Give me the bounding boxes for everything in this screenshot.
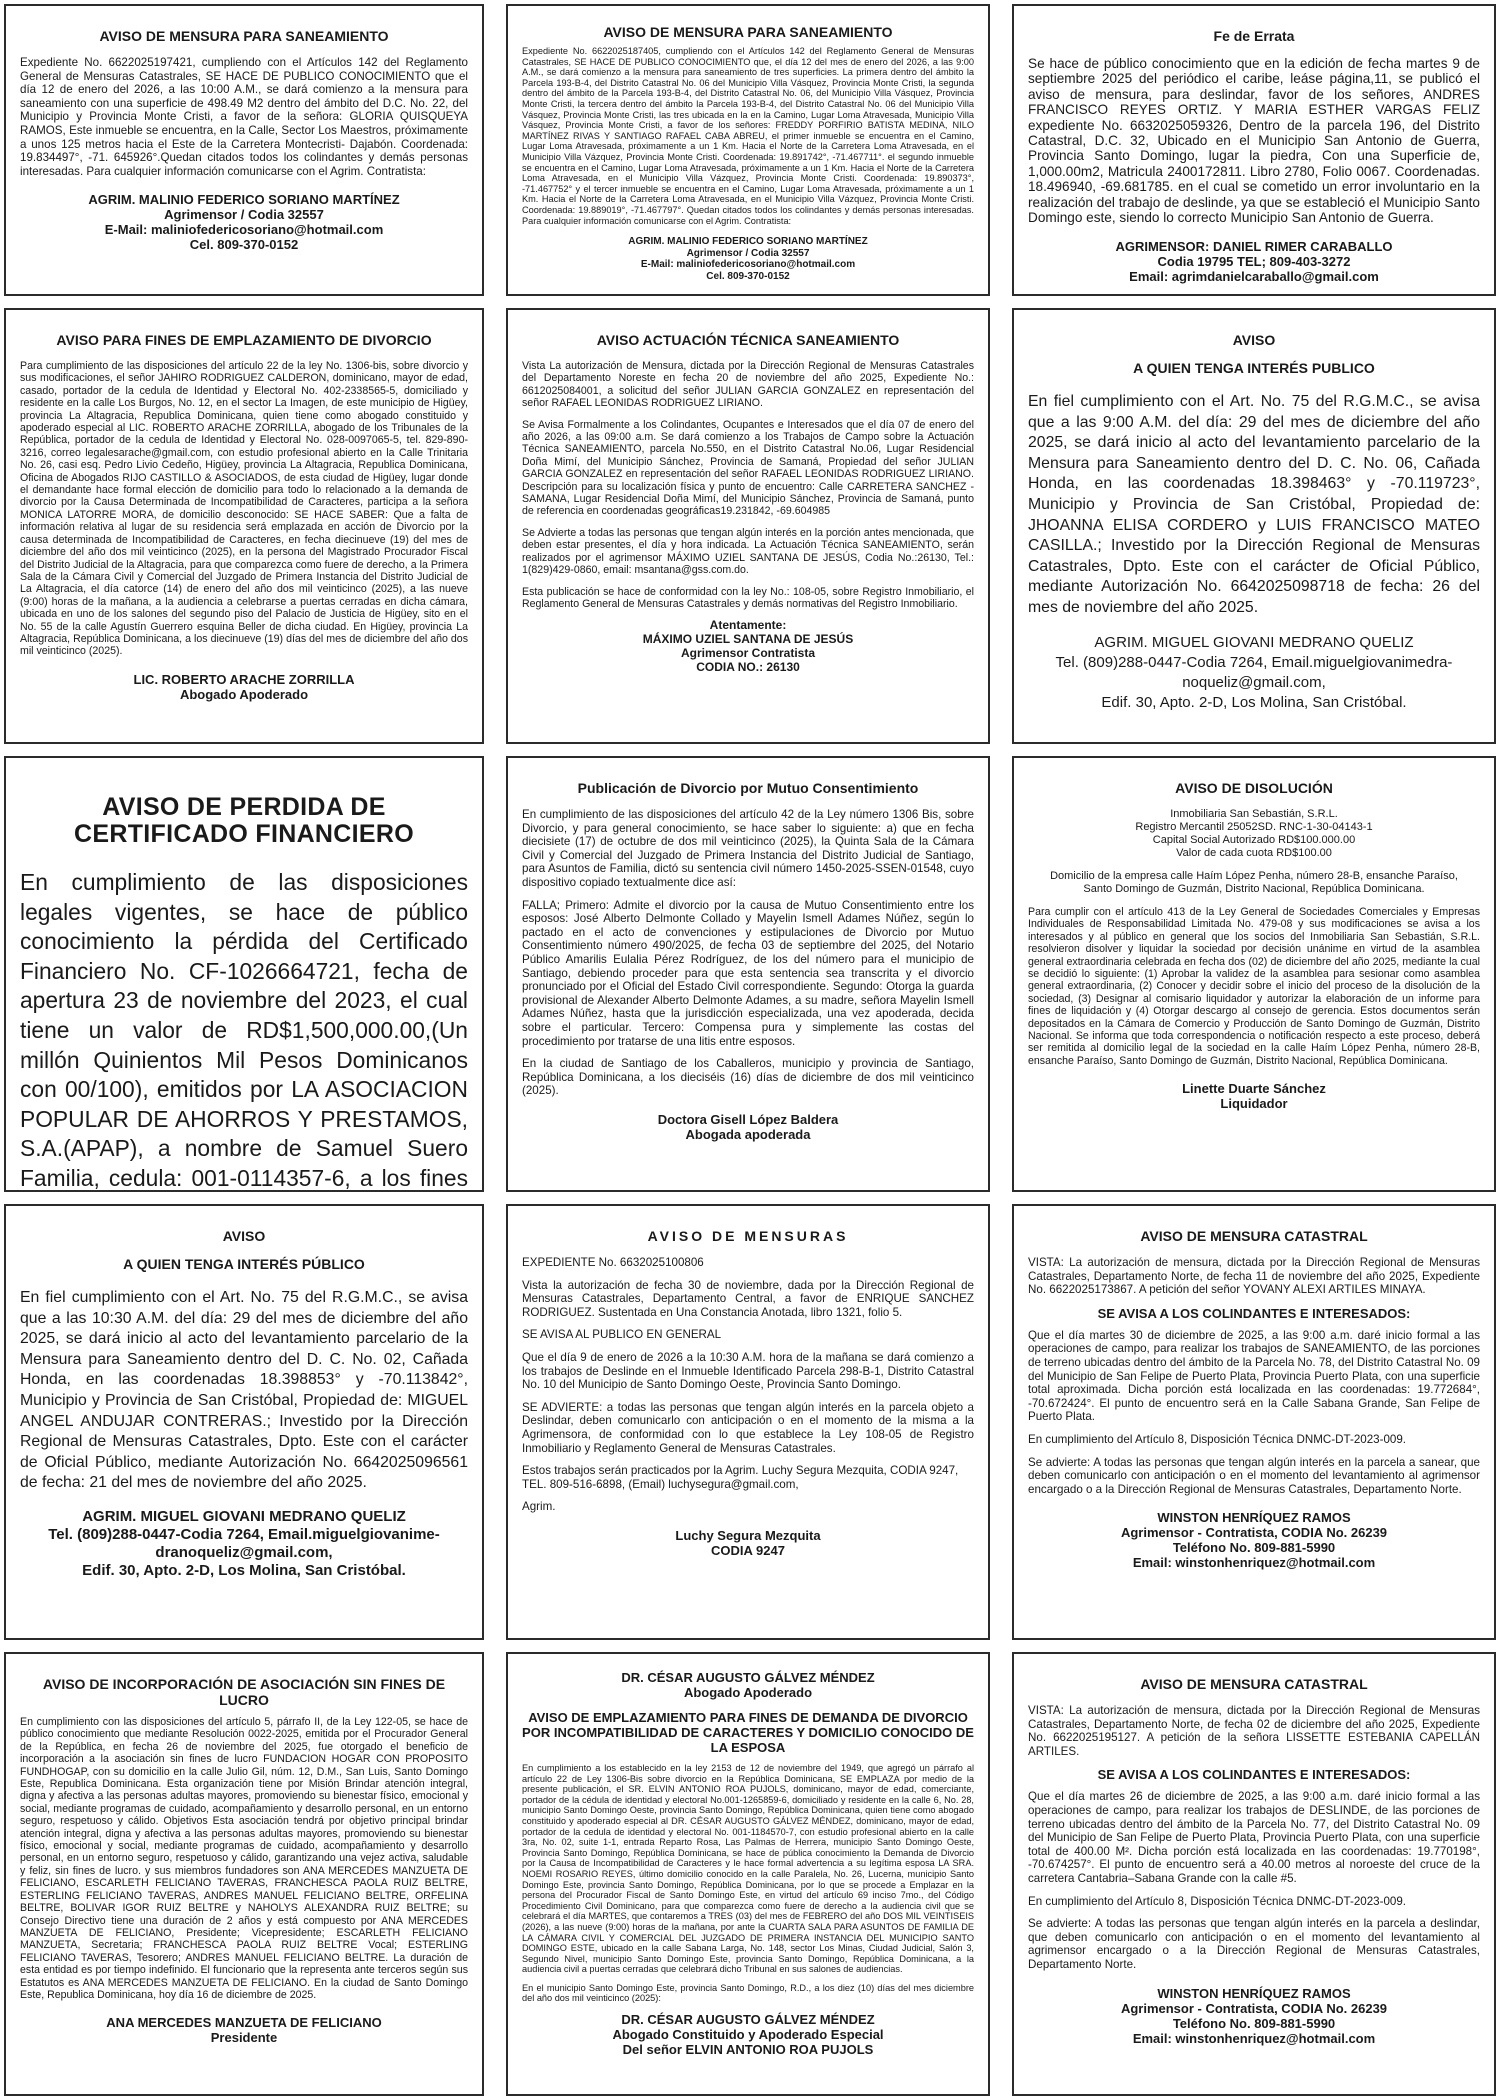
notice-title: Publicación de Divorcio por Mutuo Consentimiento bbox=[577, 780, 919, 796]
notice-paragraph: EXPEDIENTE No. 6632025100806 bbox=[522, 1256, 704, 1269]
signature-name: AGRIMENSOR: DANIEL RIMER CARABALLO bbox=[1115, 239, 1393, 255]
notice-signature bbox=[20, 672, 468, 702]
signature-line: Abogada apoderada bbox=[685, 1126, 811, 1142]
notice-body: Para cumplir con el artículo 413 de la Ley General de Sociedades Comerciales y Empresas Individuales de Responsabilidad Limitada No. 479-08 y sus modificaciones se avisa a los interesados y al público en general que los socios del Inmobiliaria San Sebastián, S.R.L. resolvieron disolver y liquidar la sociedad por decisión unánime en virtud de la asamblea general extraordinaria celebrada en fecha dos (02) de diciembre del año 2025, mediante la cual se decidió lo siguiente: (1) Aprobar la validez de la asamblea para sesionar como asamblea general extraordinaria, (2) Conocer y decidir sobre el inicio del proceso de la disolución de la sociedad, (3) Designar al comisario liquidador y autorizar la elaboración de un informe para fines de liquidación y (4) Otorgar descargo al consejo de gerencia. Estos documentos serán depositados en la Cámara de Comercio y Producción de Santo Domingo de Guzmán, Distrito Nacional. Se informa que toda correspondencia o notificación respecto a este proceso, deberá ser remitida al domicilio legal de la sociedad en la calle Haím López Penha, número 28-B, ensanche Paraíso, Santo Domingo de Guzmán, Distrito Nacional, República Dominicana. bbox=[1028, 906, 1480, 1067]
signature-name: Doctora Gisell López Baldera bbox=[657, 1111, 839, 1127]
notice-mensura-catastral-1 bbox=[1012, 1204, 1496, 1640]
signature-name: ANA MERCEDES MANZUETA DE FELICIANO bbox=[106, 2015, 382, 2031]
notice-title: AVISO DE MENSURA CATASTRAL bbox=[1140, 1676, 1368, 1692]
signature-line: Liquidador bbox=[1220, 1096, 1288, 1112]
signature-line: CODIA 9247 bbox=[711, 1542, 785, 1558]
notice-body: Para cumplimiento de las disposiciones del artículo 22 de la ley No. 1306-bis, sobre divorcio y sus modificaciones, el señor JAHIRO RODRIGUEZ CALDERON, dominicano, mayor de edad, casado, portador de la cedula de Identidad y Electoral No. 402-2338565-5, domiciliado y residente en la calle Los Burgos, No. 12, en el sector La Imagen, de este municipio de Higüey, provincia La Altagracia, Republica Dominicana, quien tiene como abogado constituido y apoderado especial al LIC. ROBERTO ARACHE ZORRILLA, abogado de los Tribunales de la República, portador de la cedula de Identidad y Electoral No. 028-0097065-5, tel. 829-890-3216, correo legalesarache@gmail.com, con estudio profesional abierto en la Calle Trinitaria No. 26, casi esq. Pedro Livio Cedeño, Higüey, provincia La Altagracia, Republica Dominicana, Oficina de Abogados RIJO CASTILLO & ASOCIADOS, de esta ciudad de Higüey, lugar donde el demandante hace formal elección de domicilio para todo lo relacionado a la demanda de divorcio por la Causa Determinada de Incompatibilidad de Caracteres, participa a la señora MONICA LATORRE MORA, de domicilio desconocido: SE HACE SABER: Que a falta de información relativa al lugar de su residencia será emplazada en acción de Divorcio por la causa determinada de Incompatibilidad de Caracteres, en fecha diecinueve (19) del mes de diciembre del año dos mil veinticinco (2025), en la persona del Magistrado Procurador Fiscal del Distrito Judicial de la Altagracia, para que comparezca como fuere de derecho, a la Primera Sala de la Cámara Civil y Comercial del Juzgado de Primera Instancia del Distrito Judicial de La Altagracia, el día catorce (14) de enero del año dos mil veinticinco (2025), a las nueve (9:00) horas de la mañana, a la audiencia a celebrarse a puertas cerradas en dicha cámara, ubicada en uno de los salones del segundo piso del Palacio de Justicia de Higüey, sito en el No. 55 de la calle Agustín Guerrero esquina Beller de dicha ciudad. En Higüey, provincia La Altagracia, República Dominicana, a los diecinueve (19) días del mes de diciembre del año dos mil veinticinco (2025). bbox=[20, 360, 468, 658]
company-name: Inmobiliaria San Sebastián, S.R.L. bbox=[1170, 808, 1338, 820]
notice-subtitle: A QUIEN TENGA INTERÉS PÚBLICO bbox=[123, 1256, 365, 1272]
header-name: DR. CÉSAR AUGUSTO GÁLVEZ MÉNDEZ bbox=[621, 1670, 875, 1685]
notice-signature bbox=[522, 2012, 974, 2057]
signature-name: AGRIM. MALINIO FEDERICO SORIANO MARTÍNEZ bbox=[628, 236, 868, 248]
notice-disolucion bbox=[1012, 756, 1496, 1192]
notice-signature bbox=[1028, 1986, 1480, 2046]
notice-subheading: SE AVISA A LOS COLINDANTES E INTERESADOS: bbox=[1097, 1767, 1411, 1783]
notice-title: AVISO DE MENSURA PARA SANEAMIENTO bbox=[603, 24, 893, 40]
notice-body: En fiel cumplimiento con el Art. No. 75 del R.G.M.C., se avisa que a las 9:00 A.M. del día: 29 del mes de diciembre del año 2025, se dará inicio al acto del levantamiento parcelario de la Mensura para Saneamiento dentro del D. C. No. 06, Cañada Honda, en las coordenadas 18.398463° y -70.119723°, Municipio y Provincia de San Cristóbal, Propiedad de: JHOANNA ELISA CORDERO y LUIS FRANCISCO MATEO CASILLA.; Investido por la Dirección Regional de Mensuras Catastrales, Dpto. Este con el carácter de Oficial Público, mediante Autorización No. 6642025098718 de fecha: 26 del mes de noviembre del año 2025. bbox=[1028, 393, 1480, 616]
notice-fe-de-errata bbox=[1012, 4, 1496, 296]
notice-mensura-saneamiento-2 bbox=[506, 4, 990, 296]
notice-body: En cumplimiento de las disposiciones legales vigentes, se hace de público conocimiento la pérdida del Certificado Financiero No. CF-1026664721, fecha de apertura 23 de noviembre del 2023, el cual tiene un valor de RD$1,500,000.00,(Un millón Quinientos Mil Pesos Dominicanos con 00/100), emitidos por LA ASOCIACION POPULAR DE AHORROS Y PRESTAMOS, S.A.(APAP), a nombre de Samuel Suero Familia, cedula: 001-0114357-6, a los fines bbox=[20, 869, 468, 1191]
signature-line: Codia 19795 TEL; 809-403-3272 bbox=[1157, 254, 1351, 270]
notice-mensuras bbox=[506, 1204, 990, 1640]
company-registry: Registro Mercantil 25052SD. RNC-1-30-04143-1 bbox=[1135, 821, 1373, 833]
notice-paragraph: En cumplimiento de las disposiciones del artículo 42 de la Ley número 1306 Bis, sobre Divorcio, y para general conocimiento, se hace saber lo siguiente: a) que en fecha diecisiete (17) de octubre de dos mil veinticinco (2025), la Quinta Sala de la Cámara Civil y Comercial del Juzgado de Primera Instancia del Distrito Judicial de Santiago, para Asuntos de Familia, dictó su sentencia civil número 1450-2025-SSEN-01548, cuyo dispositivo copiado textualmente dice así: bbox=[522, 808, 974, 889]
signature-line: Agrimensor - Contratista, CODIA No. 26239 bbox=[1120, 2000, 1388, 2016]
notice-paragraph: Estos trabajos serán practicados por la Agrim. Luchy Segura Mezquita, CODIA 9247, bbox=[522, 1464, 959, 1478]
signature-name: DR. CÉSAR AUGUSTO GÁLVEZ MÉNDEZ bbox=[621, 2012, 875, 2028]
notice-interes-publico-1 bbox=[1012, 308, 1496, 744]
notice-title: AVISO PARA FINES DE EMPLAZAMIENTO DE DIVORCIO bbox=[56, 332, 432, 348]
notice-title: AVISO DE EMPLAZAMIENTO PARA FINES DE DEMANDA DE DIVORCIO POR INCOMPATIBILIDAD DE CARACTERES Y DOMICILIO CONOCIDO DE LA ESPOSA bbox=[522, 1710, 974, 1755]
notice-interes-publico-2 bbox=[4, 1204, 484, 1640]
notice-title: Fe de Errata bbox=[1213, 28, 1295, 44]
notice-signature bbox=[20, 192, 468, 252]
notice-title: AVISO DE INCORPORACIÓN DE ASOCIACIÓN SIN FINES DE LUCRO bbox=[42, 1676, 446, 1708]
notice-title: AVISO bbox=[1232, 332, 1276, 348]
signature-phone: Cel. 809-370-0152 bbox=[706, 270, 790, 282]
notice-signature bbox=[522, 618, 974, 674]
notice-paragraph: SE AVISA AL PUBLICO EN GENERAL bbox=[522, 1328, 722, 1342]
signature-name: Linette Duarte Sánchez bbox=[1182, 1081, 1326, 1097]
signature-name: Luchy Segura Mezquita bbox=[675, 1527, 821, 1543]
notice-body: Se hace de público conocimiento que en la edición de fecha martes 9 de septiembre 2025 del periódico el caribe, leáse página,11, se publicó el aviso de mensura, para deslindar, favor de los señores, ANDRES FRANCISCO REYES ORTIZ. Y MARIA ESTHER VARGAS FELIZ expediente No. 6632025059326, Dentro de la parcela 196, del Distrito Catastral, D.C. 32, Ubicado en el Municipio San Antonio de Guerra, Provincia Santo Domingo, lugar la piedra, Con una Superficie de, 1,000.00m2, Matricula 2400172811. Libro 2780, Folio 0067. Coordenadas. 18.496940, -69.681785. en el cual se cometido un error involuntario en la realización del trabajo de deslinde, ya que se estableció el Municipio Santo Domingo este, siendo lo correcto Municipio San Antonio de Guerra. bbox=[1028, 56, 1480, 226]
signature-name: AGRIM. MALINIO FEDERICO SORIANO MARTÍNEZ bbox=[88, 192, 400, 208]
signature-line: Tel. (809)288-0447-Codia 7264, Email.miguelgiovanime- bbox=[48, 1525, 440, 1543]
notice-paragraph: Agrim. bbox=[522, 1500, 556, 1514]
notice-paragraph: Esta publicación se hace de conformidad con la ley No.: 108-05, sobre Registro Inmobiliario, el Reglamento General de Mensuras Catastrales y demás normativas del Registro Inmobiliario. bbox=[522, 585, 974, 610]
notice-paragraph: SE ADVIERTE: a todas las personas que tengan algún interés en la parcela objeto a Deslindar, deben comunicarlo con anticipación o en el momento de la misma a la Agrimensora, de conformidad con lo que establece la Ley 108-05 de Registro Inmobiliario y Reglamento General de Mensuras Catastrales. bbox=[522, 1400, 974, 1455]
notice-header bbox=[522, 1670, 974, 1700]
notice-signature bbox=[20, 2015, 468, 2045]
signature-line: Agrimensor - Contratista, CODIA No. 26239 bbox=[1120, 1525, 1388, 1541]
notice-title: AVISO ACTUACIÓN TÉCNICA SANEAMIENTO bbox=[596, 332, 900, 348]
signature-email: E-Mail: maliniofedericosoriano@hotmail.com bbox=[640, 259, 856, 271]
signature-email: Email: winstonhenriquez@hotmail.com bbox=[1132, 1555, 1376, 1571]
signature-name: WINSTON HENRÍQUEZ RAMOS bbox=[1157, 1985, 1351, 2001]
notice-paragraph: VISTA: La autorización de mensura, dictada por la Dirección Regional de Mensuras Catastrales, Departamento Norte, de fecha 11 de noviembre del año 2025, Expediente No. 6622025173867. A petición del señor YOVANY ALEXI ARTILES MINAYA. bbox=[1028, 1256, 1480, 1297]
notice-perdida-certificado bbox=[4, 756, 484, 1192]
notice-paragraph: Que el día 9 de enero de 2026 a la 10:30 A.M. hora de la mañana se dará comienzo a los trabajos de Deslinde en el Inmueble Identificado Parcela 298-B-1, Distrito Catastral No. 10 del Municipio de Santo Domingo Oeste, Provincia Santo Domingo. bbox=[522, 1350, 974, 1392]
signature-line: dranoqueliz@gmail.com, bbox=[155, 1543, 333, 1561]
notice-signature bbox=[1028, 1510, 1480, 1570]
notice-paragraph: Que el día martes 26 de diciembre de 2025, a las 9:00 a.m. daré inicio formal a las operaciones de campo, para realizar los trabajos de DESLINDE, de las porciones de terreno ubicadas dentro del ámbito de la Parcela No. 77, del Distrito Catastral No. 09 del Municipio de San Felipe de Puerto Plata, Provincia Puerto Plata, con una superficie total de 400.00 M². Dicha porción está localizada en las coordenadas: 19.770198°, -70.674257°. El punto de encuentro será a 40.00 metros al noroeste del cruce de la carretera Cantabria–Sabana Grande con la calle #5. bbox=[1028, 1790, 1480, 1885]
notice-title: AVISO DE MENSURAS bbox=[647, 1228, 849, 1244]
notice-paragraph: Vista la autorización de fecha 30 de noviembre, dada por la Dirección Regional de Mensuras Catastrales, Departamento Central, a favor de ENRIQUE SANCHEZ RODRIGUEZ. Sustentada en Una Constancia Anotada, libro 1321, folio 5. bbox=[522, 1278, 974, 1319]
notice-title: AVISO DE MENSURA CATASTRAL bbox=[1140, 1228, 1368, 1244]
notice-subtitle: A QUIEN TENGA INTERÉS PUBLICO bbox=[1133, 360, 1375, 376]
company-header bbox=[1028, 808, 1480, 860]
signature-line: Agrimensor / Codia 32557 bbox=[164, 207, 324, 223]
notice-title: AVISO DE DISOLUCIÓN bbox=[1175, 780, 1333, 796]
company-capital: Capital Social Autorizado RD$100.000.00 bbox=[1152, 834, 1356, 846]
signature-address: Edif. 30, Apto. 2-D, Los Molina, San Cristóbal. bbox=[82, 1561, 406, 1579]
notice-paragraph: Se advierte: A todas las personas que tengan algún interés en la parcela a deslindar, que deben comunicarlo con anticipación o en el momento del levantamiento al agrimensor encargado o a la Dirección Regional de Mensuras Catastrales, Departamento Norte. bbox=[1028, 1917, 1480, 1971]
notice-signature bbox=[522, 1528, 974, 1558]
address-line: Domicilio de la empresa calle Haím López Penha, número 28-B, ensanche Paraíso, bbox=[1050, 870, 1458, 882]
signature-email: E-Mail: maliniofedericosoriano@hotmail.com bbox=[104, 222, 384, 238]
signature-line: noqueliz@gmail.com, bbox=[1182, 673, 1326, 691]
signature-address: Edif. 30, Apto. 2-D, Los Molina, San Cristóbal. bbox=[1101, 693, 1407, 711]
notice-paragraph: En el municipio Santo Domingo Este, provincia Santo Domingo, R.D., a los diez (10) días del mes diciembre del año dos mil veinticinco (2025): bbox=[522, 1982, 974, 2004]
signature-line: Abogado Constituido y Apoderado Especial bbox=[612, 2027, 884, 2043]
notice-body: Expediente No. 6622025197421, cumpliendo con el Artículos 142 del Reglamento General de Mensuras Catastrales, SE HACE DE PUBLICO CONOCIMIENTO que el día 12 de enero del 2026, a las 10:00 A.M., se dará comienzo a la mensura para saneamiento con una superficie de 498.49 M2 dentro del ámbito del D.C. No. 22, del Municipio y Provincia Monte Cristi, a favor de la señora: GLORIA QUISQUEYA RAMOS, Este inmueble se encuentra, en la Calle, Sector Los Maestros, próximamente a unos 125 metros hacia el Este de la Carretera Montecristi- Dajabón. Coordenada: 19.834497°, -71. 645926°.Quedan citados todos los colindantes y demás personas interesadas. Para cualquier información comunicarse con el Agrim. Contratista: bbox=[20, 56, 468, 178]
notice-subheading: SE AVISA A LOS COLINDANTES E INTERESADOS: bbox=[1097, 1305, 1411, 1321]
notice-signature bbox=[522, 1112, 974, 1142]
notice-incorporacion-asociacion bbox=[4, 1652, 484, 2096]
notice-paragraph: En cumplimiento del Artículo 8, Disposición Técnica DNMC-DT-2023-009. bbox=[1028, 1894, 1407, 1908]
notice-paragraph: Se Advierte a todas las personas que tengan algún interés en la porción antes mencionada, que deben estar presentes, el día y hora indicada. La Actuación Técnica SANEAMIENTO, serán realizados por el agrimensor MÁXIMO UZIEL SANTANA DE JESÚS, Codia No.:26130, Tel.: 1(829)429-0860, email: msantana@gss.com.do. bbox=[522, 526, 974, 577]
notice-actuacion-tecnica bbox=[506, 308, 990, 744]
signature-line: Abogado Apoderado bbox=[179, 686, 309, 702]
notice-paragraph: Se advierte: A todas las personas que tengan algún interés en la parcela a sanear, que deben comunicarlo con anticipación o en el momento del levantamiento al agrimensor encargado o a la Dirección Regional de Mensuras Catastrales, Departamento Norte. bbox=[1028, 1455, 1480, 1496]
notice-paragraph: VISTA: La autorización de mensura, dictada por la Dirección Regional de Mensuras Catastrales, Departamento Norte, de fecha 02 de diciembre del año 2025, Expediente No. 6622025195127. A petición de la señora LISSETTE ESTEBANIA CAPELLÁN ARTILES. bbox=[1028, 1704, 1480, 1758]
signature-line: CODIA NO.: 26130 bbox=[696, 660, 800, 675]
notice-divorcio-mutuo bbox=[506, 756, 990, 1192]
address-line: Santo Domingo de Guzmán, Distrito Nacional, República Dominicana. bbox=[1083, 883, 1425, 895]
company-share-value: Valor de cada cuota RD$100.00 bbox=[1176, 847, 1332, 859]
notice-paragraph: TEL. 809-516-6898, (Email) luchysegura@gmail.com, bbox=[522, 1477, 799, 1491]
signature-name: AGRIM. MIGUEL GIOVANI MEDRANO QUELIZ bbox=[82, 1507, 406, 1525]
signature-phone: Teléfono No. 809-881-5990 bbox=[1172, 1540, 1336, 1556]
signature-line: Tel. (809)288-0447-Codia 7264, Email.miguelgiovanimedra- bbox=[1055, 653, 1453, 671]
signature-email: Email: agrimdanielcaraballo@gmail.com bbox=[1129, 269, 1379, 285]
signature-line: Presidente bbox=[210, 2030, 278, 2046]
signature-phone: Cel. 809-370-0152 bbox=[189, 237, 299, 253]
notice-emplazamiento-incompatibilidad bbox=[506, 1652, 990, 2096]
notice-body: En fiel cumplimiento con el Art. No. 75 del R.G.M.C., se avisa que a las 10:30 A.M. del día: 29 del mes de diciembre del año 2025, se dará inicio al acto del levantamiento parcelario de la Mensura para Saneamiento dentro del D. C. No. 02, Cañada Honda, en las coordenadas 18.398853° y -70.113842°, Municipio y Provincia de San Cristóbal, Propiedad de: MIGUEL ANGEL ANDUJAR CONTRERAS.; Investido por la Dirección Regional de Mensuras Catastrales, Dpto. Este con el carácter de Oficial Público, mediante Autorización No. 6642025096561 de fecha: 21 del mes de noviembre del año 2025. bbox=[20, 1289, 468, 1492]
notice-paragraph: Se Avisa Formalmente a los Colindantes, Ocupantes e Interesados que el día 07 de enero del año 2026, a las 09:00 a.m. Se dará comienzo a los Trabajos de Campo sobre la Actuación Técnica SANEAMIENTO, parcela No.550, en el Distrito Catastral No.06, Lugar Residencial Doña Mimí, del Municipio Sánchez, Provincia de Samaná, Propiedad del señor JULIAN GARCIA GONZALEZ en representación del señor RAFAEL LEONIDAS RODRIGUEZ LIRIANO. Descripción para su localización física y punto de encuentro: Calle CARRETERA SANCHEZ - SAMANA, Lugar Residencial Doña Mimí, del Municipio Sánchez, Provincia de Samaná, punto de referencia en coordenadas geográficas19.231842, -69.604985 bbox=[522, 418, 974, 518]
notice-paragraph: En cumplimiento del Artículo 8, Disposición Técnica DNMC-DT-2023-009. bbox=[1028, 1432, 1407, 1446]
notice-paragraph: FALLA; Primero: Admite el divorcio por la causa de Mutuo Consentimiento entre los esposos: José Alberto Delmonte Collado y Mayelin Ismell Adames Núñez, según lo pactado en el acto de convenciones y estipulaciones de Divorcio por Mutuo Consentimiento número 490/2025, de fecha 03 de septiembre del 2025, del Notario Público Amarilis Eulalia Pérez Rodríguez, de los del número para el municipio de Santiago, debiendo proceder para que esta sentencia sea transcrita y el divorcio pronunciado por el Oficial del Estado Civil correspondiente. Segundo: Otorga la guarda provisional de Alexander Alberto Delmonte Adames, a su madre, señora Mayelin Ismell Adames Núñez, hasta que la jurisdicción especializada, una vez apoderada, decida sobre el particular. Tercero: Compensa pura y simplemente las costas del procedimiento por tratarse de una litis entre esposos. bbox=[522, 898, 974, 1048]
notice-signature bbox=[1028, 1081, 1480, 1111]
notice-title: AVISO bbox=[222, 1228, 266, 1244]
signature-line: Del señor ELVIN ANTONIO ROA PUJOLS bbox=[622, 2042, 874, 2058]
signature-name: LIC. ROBERTO ARACHE ZORRILLA bbox=[133, 671, 355, 687]
notice-signature bbox=[1028, 239, 1480, 284]
signature-email: Email: winstonhenriquez@hotmail.com bbox=[1132, 2030, 1376, 2046]
notice-title: AVISO DE PERDIDA DE CERTIFICADO FINANCIERO bbox=[74, 793, 414, 848]
header-line: Abogado Apoderado bbox=[683, 1685, 813, 1700]
notice-paragraph: Que el día martes 30 de diciembre de 2025, a las 9:00 a.m. daré inicio formal a las operaciones de campo, para realizar los trabajos de SANEAMIENTO, de las porciones de terreno ubicadas dentro del ámbito de la Parcela No. 78, del Distrito Catastral No. 09 del Municipio de San Felipe de Puerto Plata, Provincia Puerto Plata, con una superficie total aproximada. Dicha porción está localizada en las coordenadas: 19.772684°, -70.672424°. El punto de encuentro será en la Calle Sabana Grande, San Felipe de Puerto Plata. bbox=[1028, 1328, 1480, 1424]
signature-name: WINSTON HENRÍQUEZ RAMOS bbox=[1157, 1510, 1351, 1526]
signature-salutation: Atentamente: bbox=[709, 618, 787, 633]
notice-signature bbox=[20, 1508, 468, 1580]
notice-paragraph: Vista La autorización de Mensura, dictada por la Dirección Regional de Mensuras Catastrales del Departamento Noreste en fecha 20 de noviembre del año 2025, Expediente No.: 6612025084001, a solicitud del señor JULIAN GARCIA GONZALEZ en representación del señor RAFAEL LEONIDAS RODRIGUEZ LIRIANO. bbox=[522, 360, 974, 410]
company-address bbox=[1028, 870, 1480, 896]
notice-title: AVISO DE MENSURA PARA SANEAMIENTO bbox=[99, 28, 389, 44]
notice-paragraph: En la ciudad de Santiago de los Caballeros, municipio y provincia de Santiago, República Dominicana, a los dieciséis (16) días de diciembre de dos mil veinticinco (2025). bbox=[522, 1057, 974, 1098]
notice-signature bbox=[522, 236, 974, 282]
signature-line: Agrimensor / Codia 32557 bbox=[686, 247, 810, 259]
notice-mensura-saneamiento-1 bbox=[4, 4, 484, 296]
notice-emplazamiento-divorcio bbox=[4, 308, 484, 744]
signature-name: AGRIM. MIGUEL GIOVANI MEDRANO QUELIZ bbox=[1094, 633, 1414, 651]
notice-body: Expediente No. 6622025187405, cumpliendo con el Artículos 142 del Reglamento General de Mensuras Catastrales, SE HACE DE PUBLICO CONOCIMIENTO que, el día 12 del mes de enero del 2026, a las 9:00 A.M., se dará comienzo a la mensura para saneamiento de tres superficies. La primera dentro del ámbito la Parcela 193-B-4, del Distrito Catastral No. 06 del Municipio Villa Vásquez, Provincia Monte Cristi, la segunda dentro del ámbito de la Parcela 193-B-4, del Distrito Catastral No. 06, del Municipio Villa Vásquez, Provincia Monte Cristi, la tercera dentro del ámbito la Parcela 193-B-4, del Distrito Catastral No. 06 del Municipio Villa Vásquez, Provincia Monte Cristi, las tres ubicada en la en la Camino, Lugar Loma Atravesada, Municipio Villa Vásquez, Provincia Monte Cristi, a favor de los señores: FREDDY PORFIRIO BATISTA MEDINA, NILO MARTÍNEZ RIVAS Y SANTIAGO RAFAEL CABA ABREU, el primer inmueble se encuentra en el Camino, Lugar Loma Atravesada, próximamente a un 1 Km. Hacia el Norte de la Carretera Loma Atravesada, en el Municipio Villa Vázquez, Provincia Monte Cristi. Coordenada: 19.891742°, -71.467711°. el segundo inmueble se encuentra en el Camino, Lugar Loma Atravesada, próximamente a un 1 Km. Hacia el Norte de la Carretera Loma Atravesada, en el Municipio Villa Vázquez, Provincia Monte Cristi. Coordenada: 19.890373°, -71.467752° y el tercer inmueble se encuentra en el Camino, Lugar Loma Atravesada, próximamente a un 1 Km. Hacia el Norte de la Carretera Loma Atravesada, en el Municipio Villa Vázquez, Provincia Monte Cristi. Coordenada: 19.889019°, -71.467797°. Quedan citados todos los colindantes y demás personas interesadas. Para cualquier información comunicarse con el Agrim. Contratista: bbox=[522, 46, 974, 226]
notice-body: En cumplimiento con las disposiciones del artículo 5, párrafo II, de la Ley 122-05, se hace de público conocimiento que mediante Resolución 0022-2025, emitida por el Procurador General de la República, en fecha 26 de noviembre del 2025, fue otorgado el beneficio de incorporación a la asociación sin fines de lucro FUNDACION HOGAR CON PROPOSITO FUNDHOGAP, con su domicilio en la calle Julio Gil, núm. 12, D.M., San Luis, Santo Domingo Este, Republica Dominicana. Esta organización tiene por Misión Brindar atención integral, digna y afectiva a las personas adultas mayores, promoviendo su bienestar físico, emocional y social, mediante programas de cuidado, acompañamiento y desarrollo personal, en un entorno seguro, respetuoso y cálido. Objetivos Esta asociación tendrá por objetivo principal brindar atención integral, digna y afectiva a las personas adultas mayores, promoviendo su bienestar físico, emocional y social, mediante programas de cuidado, acompañamiento y desarrollo personal, en un entorno seguro, respetuoso y cálido, garantizando una vejez activa, saludable y feliz, sin fines de lucro. y sus miembros fundadores son ANA MERCEDES MANZUETA DE FELICIANO, ESCARLETH FELICIANO TAVERAS, FRANCHESCA PAOLA RUIZ BELTRE, ESTERLING FELICIANO TAVERAS, ANDRES MANUEL FELICIANO BELTRE, ORFELINA BELTRE, BOLIVAR IGOR RUIZ BELTRE y NAHOLYS ALEXANDRA RUIZ BELTRE; su Consejo Directivo tiene una duración de 2 años y está compuesto por ANA MERCEDES MANZUETA DE FELICIANO, Presidente; Vicepresidente; ESCARLETH FELICIANO MANZUETA, Secretaria; FRANCHESCA PAOLA RUIZ BELTRE Vocal; ESTERLING FELICIANO TAVERAS, Tesorero; ANDRES MANUEL FELICIANO BELTRE. La duración de esta entidad es por tiempo indefinido. El funcionario que la representa ante terceros según sus Estatutos es ANA MERCEDES MANZUETA DE FELICIANO. En la ciudad de Santo Domingo Este, Republica Dominicana, hoy día 16 de diciembre de 2025. bbox=[20, 1716, 468, 2001]
signature-line: Agrimensor Contratista bbox=[680, 646, 816, 661]
notice-signature bbox=[1028, 633, 1480, 713]
signature-phone: Teléfono No. 809-881-5990 bbox=[1172, 2015, 1336, 2031]
notice-mensura-catastral-2 bbox=[1012, 1652, 1496, 2096]
notice-body: En cumplimiento a los establecido en la ley 2153 de 12 de noviembre del 1949, que agregó un párrafo al artículo 22 de Ley 1306-Bis sobre divorcio en la República Dominicana, SE EMPLAZA por medio de la presente publicación, el SR. ELVIN ANTONIO ROA PUJOLS, dominicano, mayor de edad, comerciante, portador de la cédula de identidad y electoral No.001-1265859-6, domiciliado y residente en la calle 6, No. 28, municipio Santo Domingo Oeste, provincia Santo Domingo, República Dominicana, quien tiene como abogado constituido y apoderado especial al DR. CÉSAR AUGUSTO GÁLVEZ MÉNDEZ, dominicano, mayor de edad, portador de la cedula de identidad y electoral No. 001-1184570-7, con estudio profesional abierto en la calle 3ra, No. 02, suite 1-1, entrada Reparto Rosa, Las Palmas de Herrera, municipio Santo Domingo Oeste, Provincia Santo Domingo, República Dominicana, se hace de pública conocimiento la Demanda de Divorcio por la Causa de Incompatibilidad de Caracteres y le hace formal advertencia a su legítima esposa LA SRA. NOEMI ROSARIO REYES, último domicilio conocido en la calle Paralela, No. 26, Lucerna, municipio Santo Domingo Este, provincia Santo Domingo, República Dominicana, por lo que se procede a Emplazar en la persona del Procurador Fiscal de Santo Domingo Este, en virtud del artículo 69 inciso 7mo., del Código Procedimiento Civil Dominicano, para que comparezca como fuere de derecho a la audiencia civil que se celebrará el día MARTES, que contaremos a TRES (03) del mes de FEBRERO del año DOS MIL VEINTISEIS (2026), a las nueve (9:00) horas de la mañana, por ante la CUARTA SALA PARA ASUNTOS DE FAMILIA DE LA CÁMARA CIVIL Y COMERCIAL DEL JUZGADO DE PRIMERA INSTANCIA DEL MUNICIPIO SANTO DOMINGO ESTE, ubicado en la calle Sabana Larga, No. 148, sector Los Minas, Ciudad Judicial, Salón 3, Segundo Nivel, municipio Santo Domingo Este, provincia Santo Domingo, República Dominicana, a la audiencia civil a puertas cerradas que celebrará dicho Tribunal en sus salones de audiencias. bbox=[522, 1763, 974, 1975]
signature-name: MÁXIMO UZIEL SANTANA DE JESÚS bbox=[642, 632, 854, 647]
